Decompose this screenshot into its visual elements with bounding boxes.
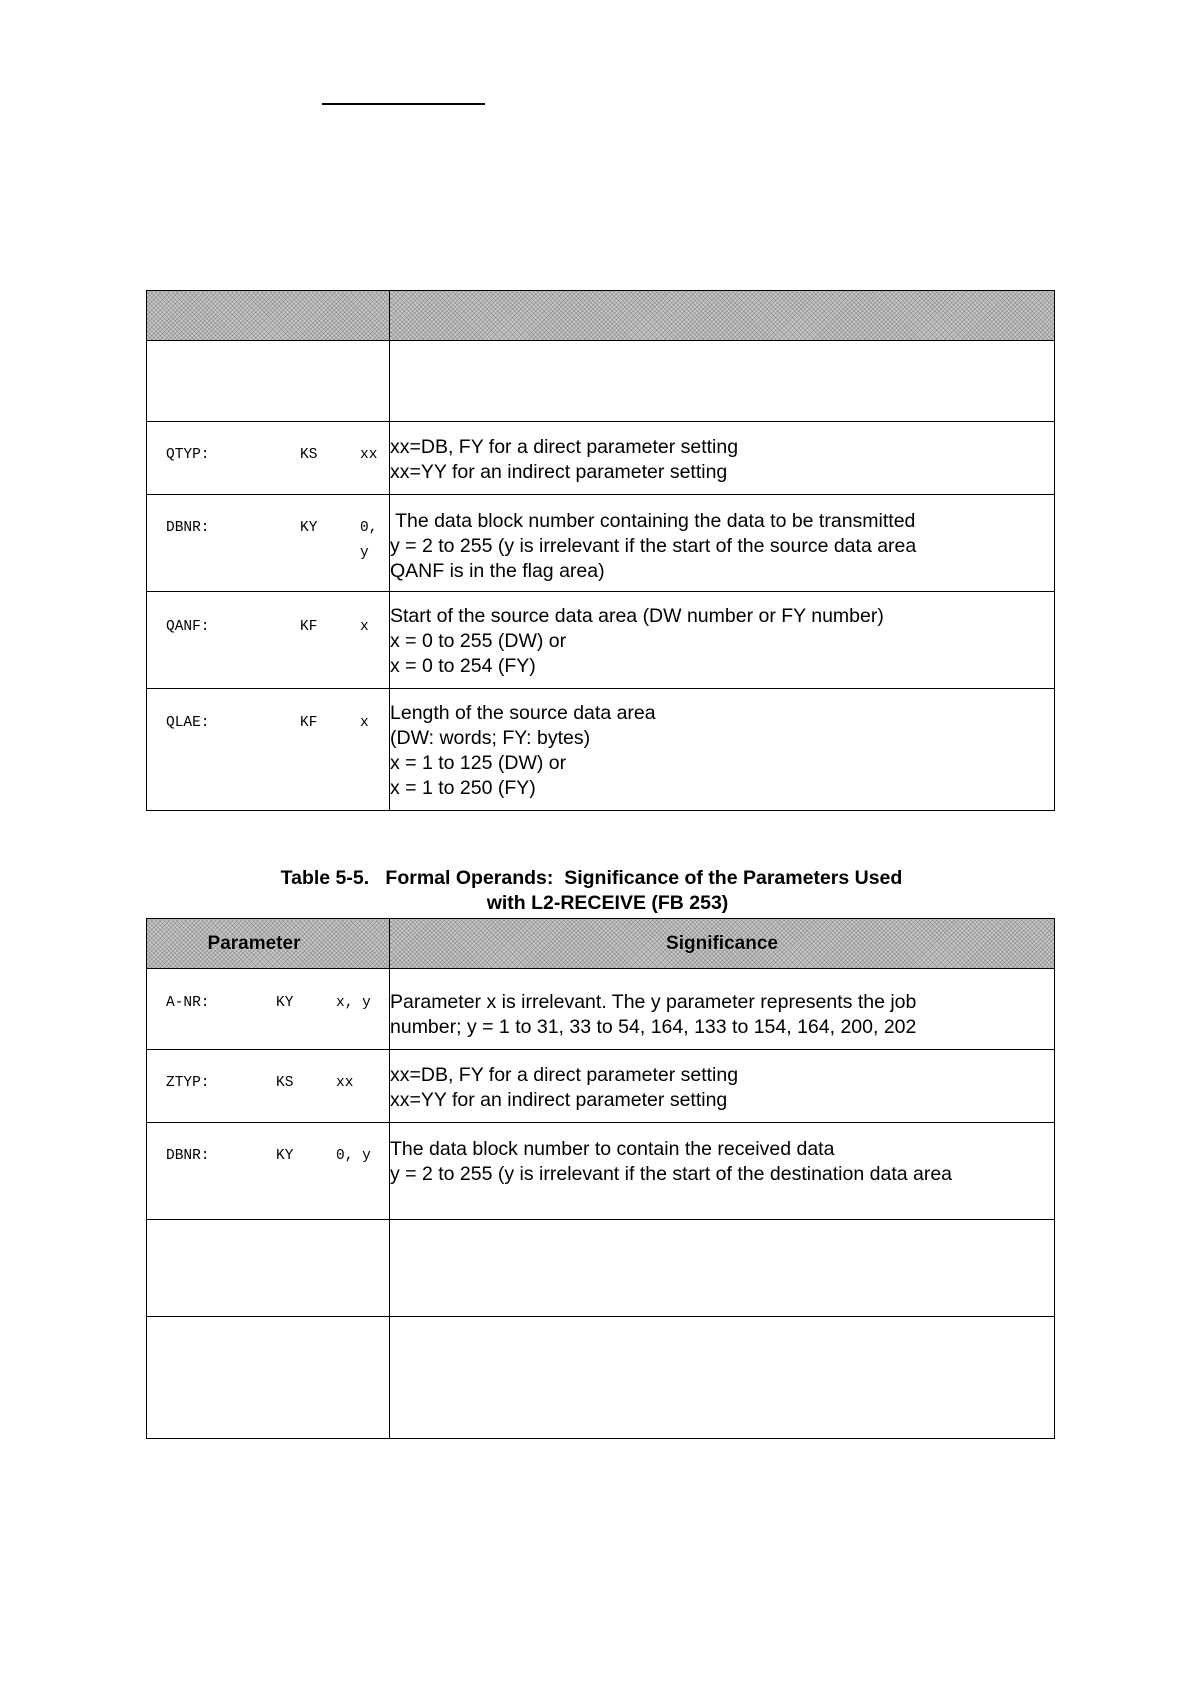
caption-line: Table 5-5. Formal Operands: Significance of the Parameters Used (280, 867, 903, 889)
table-caption (146, 866, 1055, 916)
param-value: xx (360, 447, 378, 463)
significance-line: The data block number to contain the received data (390, 1138, 835, 1160)
param-type: KF (300, 619, 318, 635)
param-cell (147, 689, 390, 811)
significance-line: y = 2 to 255 (y is irrelevant if the start of the source data area (390, 535, 917, 557)
param-type: KS (276, 1075, 294, 1091)
param-type: KS (300, 447, 318, 463)
table-row (147, 495, 1055, 592)
param-cell (147, 1220, 390, 1317)
param-cell (147, 592, 390, 689)
param-type: KY (276, 1148, 294, 1164)
param-name: ZTYP: (166, 1075, 210, 1091)
significance-line: xx=DB, FY for a direct parameter setting (390, 436, 739, 458)
significance-line: x = 1 to 125 (DW) or (390, 752, 567, 774)
param-name: QLAE: (166, 715, 210, 731)
header-significance: Significance (390, 919, 1055, 969)
significance-line: x = 0 to 255 (DW) or (390, 630, 567, 652)
param-type: KF (300, 715, 318, 731)
significance-cell (390, 1123, 1055, 1220)
param-name: DBNR: (166, 1148, 210, 1164)
param-cell (147, 1050, 390, 1123)
param-value: 0, (360, 520, 378, 536)
significance-cell (390, 1317, 1055, 1439)
table-row (147, 422, 1055, 495)
param-name: QTYP: (166, 447, 210, 463)
param-value: 0, y (336, 1148, 371, 1164)
param-cell (147, 422, 390, 495)
param-value-cont: y (360, 545, 369, 561)
significance-cell (390, 969, 1055, 1050)
param-cell (147, 341, 390, 422)
table-row (147, 592, 1055, 689)
param-type: KY (300, 520, 318, 536)
significance-cell (390, 1220, 1055, 1317)
table-row (147, 1317, 1055, 1439)
table-row (147, 969, 1055, 1050)
significance-cell (390, 1050, 1055, 1123)
header-parameter: Parameter (147, 919, 390, 969)
significance-line: x = 0 to 254 (FY) (390, 655, 536, 677)
param-name: QANF: (166, 619, 210, 635)
header-parameter (147, 291, 390, 341)
param-cell (147, 1317, 390, 1439)
significance-cell (390, 689, 1055, 811)
param-type: KY (276, 995, 294, 1011)
significance-line: y = 2 to 255 (y is irrelevant if the start of the destination data area (390, 1163, 953, 1185)
header-significance (390, 291, 1055, 341)
significance-line: The data block number containing the data to be transmitted (390, 510, 916, 532)
table-row (147, 341, 1055, 422)
table-row (147, 1220, 1055, 1317)
send-parameters-table (146, 290, 1055, 811)
top-rule (322, 103, 485, 105)
significance-cell (390, 592, 1055, 689)
significance-line: xx=YY for an indirect parameter setting (390, 1089, 728, 1111)
caption-line: with L2-RECEIVE (FB 253) (486, 892, 729, 914)
significance-line: Parameter x is irrelevant. The y parameter represents the job (390, 991, 917, 1013)
significance-line: xx=DB, FY for a direct parameter setting (390, 1064, 739, 1086)
significance-line: (DW: words; FY: bytes) (390, 727, 591, 749)
param-value: x, y (336, 995, 371, 1011)
table-row (147, 1123, 1055, 1220)
table-row (147, 1050, 1055, 1123)
table-header (147, 291, 1055, 341)
param-value: xx (336, 1075, 354, 1091)
table-header (147, 919, 1055, 969)
param-value: x (360, 619, 369, 635)
table-row (147, 689, 1055, 811)
param-value: x (360, 715, 369, 731)
param-cell (147, 969, 390, 1050)
param-name: DBNR: (166, 520, 210, 536)
receive-parameters-table (146, 918, 1055, 1439)
significance-line: QANF is in the flag area) (390, 560, 605, 582)
significance-line: xx=YY for an indirect parameter setting (390, 461, 728, 483)
significance-line: number; y = 1 to 31, 33 to 54, 164, 133 to 154, 164, 200, 202 (390, 1016, 917, 1038)
significance-cell (390, 341, 1055, 422)
param-cell (147, 1123, 390, 1220)
significance-cell (390, 495, 1055, 592)
significance-line: Length of the source data area (390, 702, 656, 724)
significance-line: Start of the source data area (DW number or FY number) (390, 605, 884, 627)
significance-line: x = 1 to 250 (FY) (390, 777, 536, 799)
param-cell (147, 495, 390, 592)
significance-cell (390, 422, 1055, 495)
param-name: A-NR: (166, 995, 210, 1011)
